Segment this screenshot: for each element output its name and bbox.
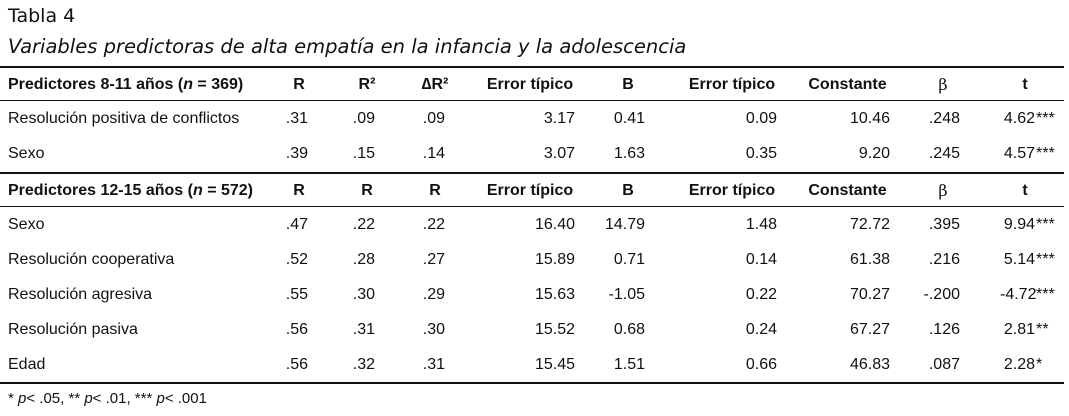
- col-header-delta-r2: R: [429, 182, 441, 199]
- predictor-header: Predictores 8-11 años (n = 369): [8, 76, 244, 93]
- col-header-b: B: [622, 76, 634, 93]
- cell-error-tipico: 15.52: [534, 321, 575, 338]
- cell-error-tipico: 15.89: [534, 251, 575, 268]
- cell-error-tipico: 16.40: [534, 216, 575, 233]
- table-row: [0, 207, 1064, 243]
- cell-r: .52: [285, 251, 308, 268]
- cell-r2: .22: [352, 216, 375, 233]
- cell-r: .55: [285, 286, 308, 303]
- cell-r: .56: [285, 321, 308, 338]
- cell-b: -1.05: [608, 286, 645, 303]
- col-header-error-tipico: Error típico: [486, 182, 574, 199]
- cell-error-tipico-b: 1.48: [745, 216, 777, 233]
- cell-error-tipico: 3.17: [543, 110, 575, 127]
- col-header-r: R: [293, 182, 305, 199]
- table-title: Variables predictoras de alta empatía en la infancia y la adolescencia: [8, 35, 687, 58]
- cell-r2: .09: [352, 110, 375, 127]
- cell-error-tipico-b: 0.22: [745, 286, 777, 303]
- col-header-r: R: [293, 76, 305, 93]
- cell-t: -4.72: [1000, 286, 1037, 303]
- cell-t: 4.62: [1003, 110, 1035, 127]
- table-row: [0, 312, 1064, 348]
- col-header-constante: Constante: [808, 182, 887, 199]
- cell-b: 1.63: [613, 145, 645, 162]
- predictor-header: Predictores 12-15 años (n = 572): [8, 182, 254, 199]
- cell-delta-r2: .31: [422, 356, 445, 373]
- table-row: [0, 101, 1064, 137]
- cell-significance: ***: [1036, 145, 1055, 162]
- col-header-t: t: [1022, 76, 1028, 93]
- cell-beta: .087: [928, 356, 960, 373]
- cell-beta: .216: [928, 251, 960, 268]
- cell-t: 5.14: [1003, 251, 1035, 268]
- bottom-rule: [0, 382, 1064, 384]
- col-header-t: t: [1022, 182, 1028, 199]
- cell-beta: .248: [928, 110, 960, 127]
- row-label: Sexo: [8, 216, 45, 233]
- cell-r2: .32: [352, 356, 375, 373]
- cell-error-tipico-b: 0.14: [745, 251, 777, 268]
- cell-error-tipico-b: 0.35: [745, 145, 777, 162]
- cell-constante: 61.38: [849, 251, 890, 268]
- table-row: [0, 347, 1064, 383]
- cell-t: 2.81: [1003, 321, 1035, 338]
- header-row-12-15: [0, 173, 1064, 209]
- cell-t: 2.28: [1003, 356, 1035, 373]
- col-header-beta: β: [938, 181, 948, 200]
- cell-b: 0.41: [613, 110, 645, 127]
- cell-r: .39: [285, 145, 308, 162]
- cell-constante: 72.72: [849, 216, 890, 233]
- row-label: Edad: [8, 356, 46, 373]
- row-label: Sexo: [8, 145, 45, 162]
- cell-significance: ***: [1036, 251, 1055, 268]
- cell-t: 4.57: [1003, 145, 1035, 162]
- cell-significance: *: [1036, 356, 1043, 373]
- col-header-error-tipico-b: Error típico: [688, 76, 776, 93]
- cell-error-tipico: 15.45: [534, 356, 575, 373]
- cell-r2: .28: [352, 251, 375, 268]
- col-header-r2: R: [361, 182, 373, 199]
- col-header-delta-r2: ∆R²: [421, 76, 449, 93]
- col-header-r2: R²: [358, 76, 376, 93]
- table-row: [0, 242, 1064, 278]
- cell-delta-r2: .09: [422, 110, 445, 127]
- cell-b: 0.68: [613, 321, 645, 338]
- cell-b: 0.71: [613, 251, 645, 268]
- cell-b: 14.79: [604, 216, 645, 233]
- cell-constante: 70.27: [849, 286, 890, 303]
- col-header-error-tipico: Error típico: [486, 76, 574, 93]
- cell-delta-r2: .22: [422, 216, 445, 233]
- table-label: Tabla 4: [8, 5, 76, 27]
- cell-delta-r2: .29: [422, 286, 445, 303]
- cell-error-tipico-b: 0.09: [745, 110, 777, 127]
- row-label: Resolución positiva de conflictos: [8, 110, 240, 127]
- cell-error-tipico: 15.63: [534, 286, 575, 303]
- cell-error-tipico: 3.07: [543, 145, 575, 162]
- col-header-b: B: [622, 182, 634, 199]
- col-header-constante: Constante: [808, 76, 887, 93]
- col-header-error-tipico-b: Error típico: [688, 182, 776, 199]
- cell-r2: .30: [352, 286, 375, 303]
- cell-constante: 46.83: [849, 356, 890, 373]
- cell-constante: 9.20: [858, 145, 890, 162]
- cell-delta-r2: .27: [422, 251, 445, 268]
- cell-delta-r2: .14: [422, 145, 445, 162]
- cell-r: .56: [285, 356, 308, 373]
- cell-beta: .245: [928, 145, 960, 162]
- cell-r2: .15: [352, 145, 375, 162]
- cell-error-tipico-b: 0.66: [745, 356, 777, 373]
- cell-significance: ***: [1036, 286, 1055, 303]
- significance-footnote: * p< .05, ** p< .01, *** p< .001: [8, 390, 207, 407]
- cell-significance: ***: [1036, 216, 1055, 233]
- cell-delta-r2: .30: [422, 321, 445, 338]
- cell-t: 9.94: [1003, 216, 1035, 233]
- cell-r: .47: [285, 216, 308, 233]
- cell-beta: .126: [928, 321, 960, 338]
- row-label: Resolución cooperativa: [8, 251, 175, 268]
- cell-r: .31: [285, 110, 308, 127]
- cell-error-tipico-b: 0.24: [745, 321, 777, 338]
- cell-beta: -.200: [923, 286, 960, 303]
- header-row-8-11: [0, 67, 1064, 103]
- row-label: Resolución agresiva: [8, 286, 153, 303]
- cell-significance: ***: [1036, 110, 1055, 127]
- cell-beta: .395: [928, 216, 960, 233]
- row-label: Resolución pasiva: [8, 321, 138, 338]
- cell-significance: **: [1036, 321, 1049, 338]
- table-row: [0, 136, 1064, 172]
- cell-constante: 10.46: [849, 110, 890, 127]
- col-header-beta: β: [938, 75, 948, 94]
- cell-b: 1.51: [613, 356, 645, 373]
- table-row: [0, 277, 1064, 313]
- cell-constante: 67.27: [849, 321, 890, 338]
- cell-r2: .31: [352, 321, 375, 338]
